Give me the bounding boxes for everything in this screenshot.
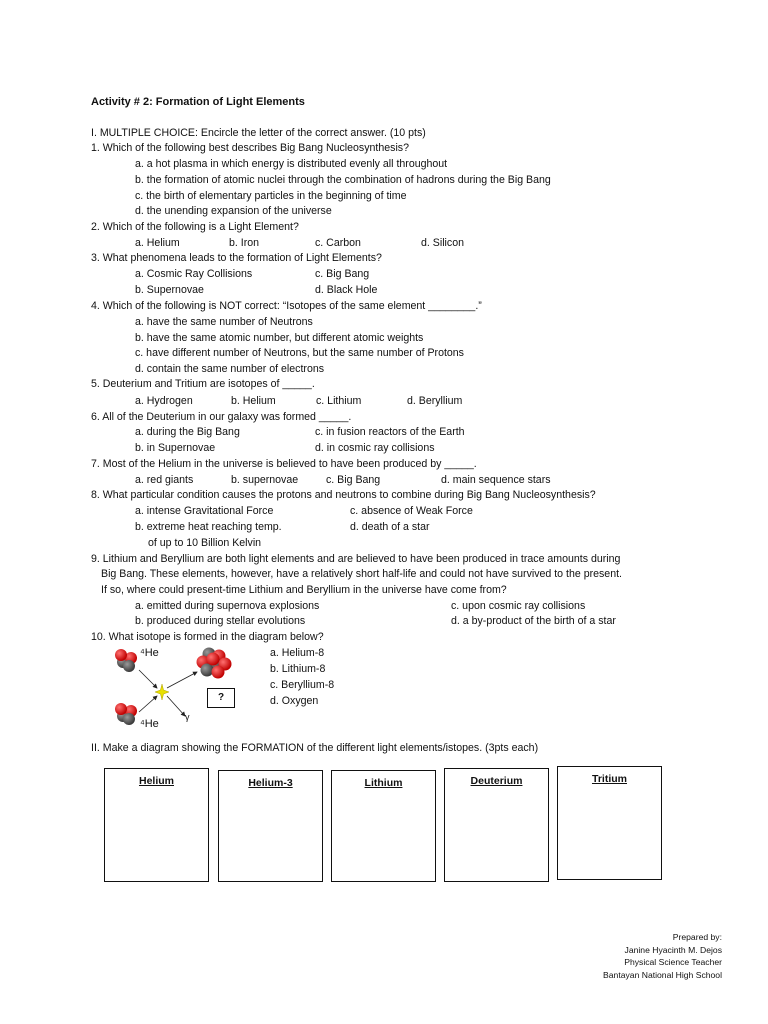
unknown-isotope-box: ? bbox=[207, 688, 235, 708]
q6-question: 6. All of the Deuterium in our galaxy was formed _____. bbox=[91, 411, 352, 423]
diagram-box-helium[interactable] bbox=[104, 768, 209, 882]
q9-option-d: d. a by-product of the birth of a star bbox=[451, 615, 616, 627]
gamma-ray-label: γ bbox=[185, 712, 190, 722]
q1-option-d: d. the unending expansion of the universe bbox=[135, 205, 332, 217]
q9-line-1: 9. Lithium and Beryllium are both light elements and are believed to have been produced in trace amounts during bbox=[91, 553, 621, 565]
preparer-position: Physical Science Teacher bbox=[624, 957, 722, 968]
q1-option-b: b. the formation of atomic nuclei through the combination of hadrons during the Big Bang bbox=[135, 174, 551, 186]
q10-option-b: b. Lithium-8 bbox=[270, 663, 326, 675]
box-label-tritium: Tritium bbox=[591, 773, 627, 785]
q1-option-c: c. the birth of elementary particles in the beginning of time bbox=[135, 190, 407, 202]
preparer-school: Bantayan National High School bbox=[603, 969, 722, 980]
q8-option-a: a. intense Gravitational Force bbox=[135, 505, 274, 517]
q7-option-d: d. main sequence stars bbox=[441, 474, 551, 486]
diagram-box-tritium[interactable] bbox=[557, 766, 662, 880]
q6-option-c: c. in fusion reactors of the Earth bbox=[315, 426, 465, 438]
q8-option-c: c. absence of Weak Force bbox=[350, 505, 473, 517]
helium4-bottom-label: ⁴He bbox=[140, 718, 159, 730]
q4-option-b: b. have the same atomic number, but different atomic weights bbox=[135, 332, 424, 344]
q1-question: 1. Which of the following best describes Big Bang Nucleosynthesis? bbox=[91, 142, 409, 154]
q10-question: 10. What isotope is formed in the diagram below? bbox=[91, 631, 324, 643]
q9-option-a: a. emitted during supernova explosions bbox=[135, 600, 320, 612]
helium4-top-label: ⁴He bbox=[140, 647, 159, 659]
nucleosynthesis-diagram bbox=[105, 642, 245, 734]
q9-line-3: If so, where could present-time Lithium and Beryllium in the universe have come from? bbox=[101, 584, 507, 596]
prepared-by-label: Prepared by: bbox=[672, 932, 722, 942]
q3-option-b: b. Supernovae bbox=[135, 284, 204, 296]
q8-option-b: b. extreme heat reaching temp. bbox=[135, 521, 282, 533]
q2-option-d: d. Silicon bbox=[421, 237, 464, 249]
q9-option-b: b. produced during stellar evolutions bbox=[135, 615, 306, 627]
q5-option-a: a. Hydrogen bbox=[135, 395, 193, 407]
part2-instructions: II. Make a diagram showing the FORMATION of the different light elements/istopes. (3pts each) bbox=[91, 742, 539, 754]
collision-flash-icon bbox=[155, 684, 169, 700]
q10-option-a: a. Helium-8 bbox=[270, 647, 325, 659]
product-nucleus-icon bbox=[197, 648, 232, 679]
q4-option-a: a. have the same number of Neutrons bbox=[135, 316, 313, 328]
q2-option-a: a. Helium bbox=[135, 237, 180, 249]
q4-option-d: d. contain the same number of electrons bbox=[135, 363, 325, 375]
helium-nucleus-bottom-icon bbox=[115, 703, 137, 725]
q4-option-c: c. have different number of Neutrons, but the same number of Protons bbox=[135, 347, 464, 359]
q5-question: 5. Deuterium and Tritium are isotopes of _____. bbox=[91, 378, 315, 390]
q10-option-d: d. Oxygen bbox=[270, 695, 319, 707]
q7-option-c: c. Big Bang bbox=[326, 474, 381, 486]
q5-option-d: d. Beryllium bbox=[407, 395, 463, 407]
q10-option-c: c. Beryllium-8 bbox=[270, 679, 335, 691]
q2-option-b: b. Iron bbox=[229, 237, 260, 249]
diagram-box-lithium[interactable] bbox=[331, 770, 436, 882]
q7-option-b: b. supernovae bbox=[231, 474, 299, 486]
q8-option-d: d. death of a star bbox=[350, 521, 430, 533]
q1-option-a: a. a hot plasma in which energy is distributed evenly all throughout bbox=[135, 158, 448, 170]
q7-question: 7. Most of the Helium in the universe is believed to have been produced by _____. bbox=[91, 458, 477, 470]
q3-option-d: d. Black Hole bbox=[315, 284, 378, 296]
q3-option-c: c. Big Bang bbox=[315, 268, 370, 280]
diagram-box-deuterium[interactable] bbox=[444, 768, 549, 882]
preparer-name: Janine Hyacinth M. Dejos bbox=[624, 944, 722, 955]
q6-option-b: b. in Supernovae bbox=[135, 442, 216, 454]
q9-line-2: Big Bang. These elements, however, have a relatively short half-life and could not have survived to the present. bbox=[101, 568, 622, 580]
q5-option-b: b. Helium bbox=[231, 395, 276, 407]
q3-question: 3. What phenomena leads to the formation of Light Elements? bbox=[91, 252, 382, 264]
part1-instructions: I. MULTIPLE CHOICE: Encircle the letter of the correct answer. (10 pts) bbox=[91, 127, 426, 139]
box-label-helium: Helium bbox=[138, 775, 174, 787]
box-label-lithium: Lithium bbox=[364, 777, 403, 789]
q9-option-c: c. upon cosmic ray collisions bbox=[451, 600, 586, 612]
signature-block bbox=[603, 931, 722, 981]
q3-option-a: a. Cosmic Ray Collisions bbox=[135, 268, 253, 280]
q8-option-b-continued: of up to 10 Billion Kelvin bbox=[148, 537, 262, 549]
q6-option-a: a. during the Big Bang bbox=[135, 426, 240, 438]
page-title: Activity # 2: Formation of Light Elements bbox=[91, 96, 305, 108]
q5-option-c: c. Lithium bbox=[316, 395, 362, 407]
q2-question: 2. Which of the following is a Light Element? bbox=[91, 221, 299, 233]
diagram-box-helium-3[interactable] bbox=[218, 770, 323, 882]
box-label-deuterium: Deuterium bbox=[470, 775, 523, 787]
q6-option-d: d. in cosmic ray collisions bbox=[315, 442, 435, 454]
helium-nucleus-top-icon bbox=[115, 649, 137, 672]
q2-option-c: c. Carbon bbox=[315, 237, 361, 249]
box-label-helium-3: Helium-3 bbox=[248, 777, 293, 789]
q8-question: 8. What particular condition causes the protons and neutrons to combine during Big Bang Nucleosynthesis? bbox=[91, 489, 596, 501]
q7-option-a: a. red giants bbox=[135, 474, 194, 486]
q4-question: 4. Which of the following is NOT correct: “Isotopes of the same element ________.” bbox=[91, 300, 482, 312]
